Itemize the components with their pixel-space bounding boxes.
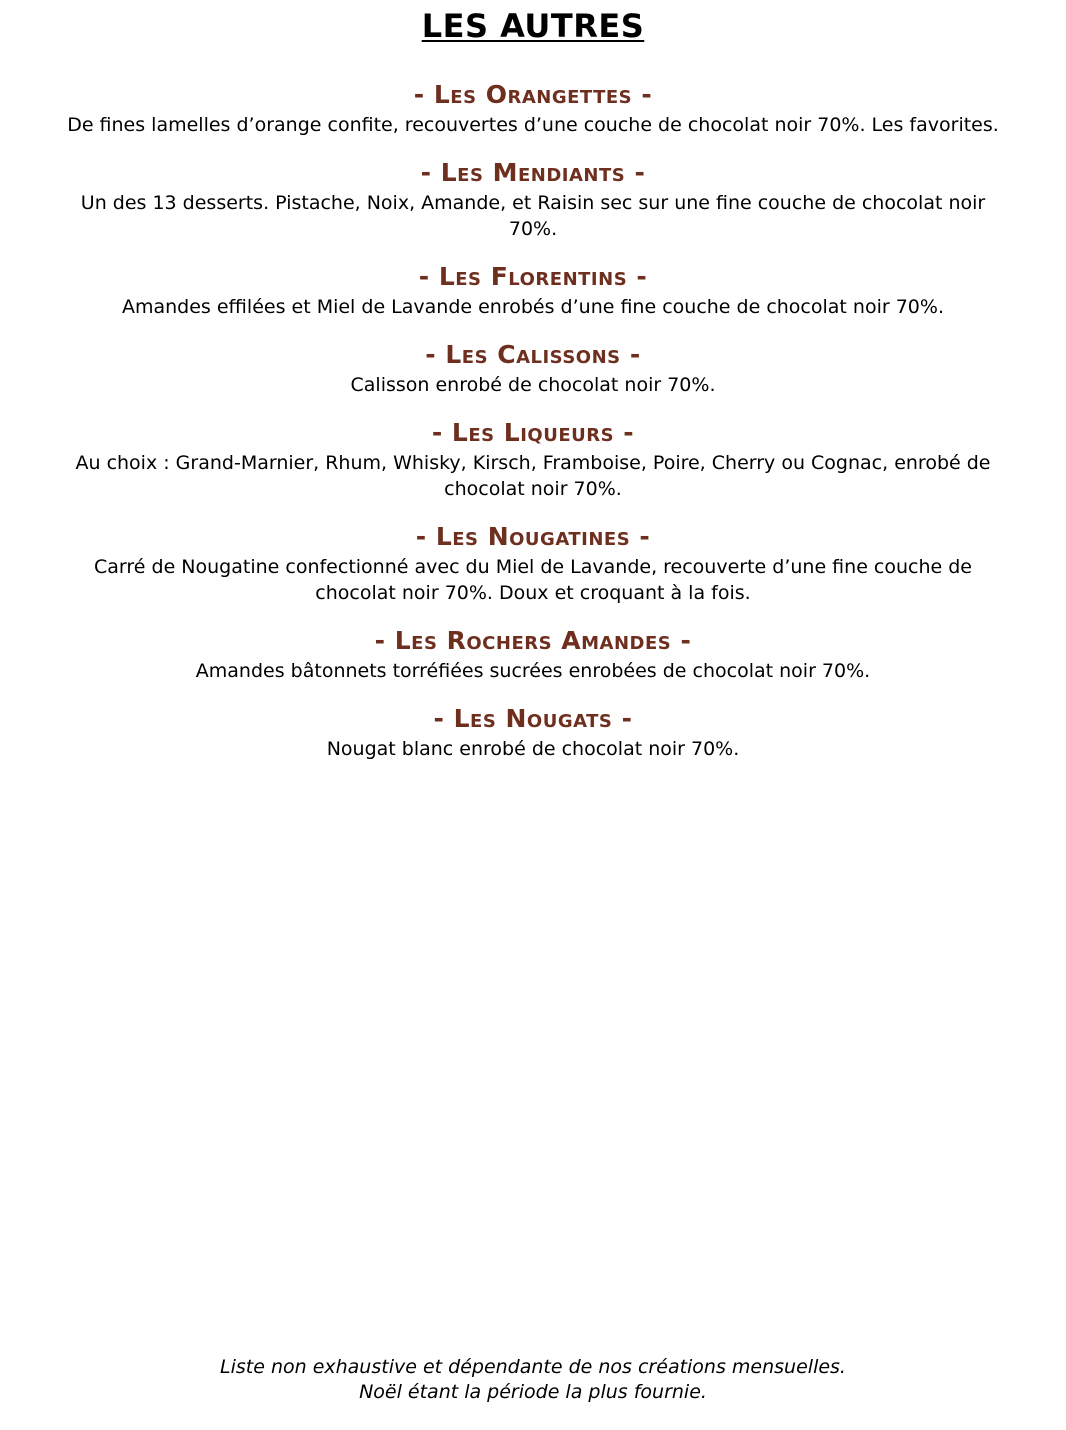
list-item-rochers-amandes xyxy=(50,626,1016,684)
product-list xyxy=(50,80,1016,782)
footer-line-1: Liste non exhaustive et dépendante de nos créations mensuelles. xyxy=(220,1356,846,1378)
item-description: Amandes effilées et Miel de Lavande enrobés d’une fine couche de chocolat noir 70%. xyxy=(121,296,944,318)
item-description: Amandes bâtonnets torréfiées sucrées enrobées de chocolat noir 70%. xyxy=(195,660,871,682)
list-item-florentins xyxy=(50,262,1016,320)
item-title: - Les Nougats - xyxy=(433,704,633,733)
item-description: Au choix : Grand-Marnier, Rhum, Whisky, Kirsch, Framboise, Poire, Cherry ou Cognac, enrobé de chocolat noir 70%. xyxy=(75,452,991,500)
list-item-nougats xyxy=(50,704,1016,762)
item-title: - Les Mendiants - xyxy=(420,158,646,187)
list-item-liqueurs xyxy=(50,418,1016,502)
item-title: - Les Calissons - xyxy=(425,340,641,369)
item-title: - Les Nougatines - xyxy=(415,522,651,551)
footer-note xyxy=(0,1355,1066,1405)
item-description: Calisson enrobé de chocolat noir 70%. xyxy=(350,374,716,396)
item-title: - Les Liqueurs - xyxy=(431,418,635,447)
item-title: - Les Rochers Amandes - xyxy=(374,626,692,655)
item-title: - Les Florentins - xyxy=(418,262,648,291)
item-description: Un des 13 desserts. Pistache, Noix, Amande, et Raisin sec sur une fine couche de chocolat noir 70%. xyxy=(80,192,986,240)
item-description: De fines lamelles d’orange confite, recouvertes d’une couche de chocolat noir 70%. Les favorites. xyxy=(67,114,999,136)
list-item-orangettes xyxy=(50,80,1016,138)
list-item-mendiants xyxy=(50,158,1016,242)
item-title: - Les Orangettes - xyxy=(413,80,653,109)
footer-line-2: Noël étant la période la plus fournie. xyxy=(359,1381,707,1403)
list-item-calissons xyxy=(50,340,1016,398)
item-description: Carré de Nougatine confectionné avec du Miel de Lavande, recouverte d’une fine couche de chocolat noir 70%. Doux et croquant à la fois. xyxy=(94,556,972,604)
list-item-nougatines xyxy=(50,522,1016,606)
page-title: LES AUTRES xyxy=(421,7,645,45)
item-description: Nougat blanc enrobé de chocolat noir 70%. xyxy=(326,738,740,760)
